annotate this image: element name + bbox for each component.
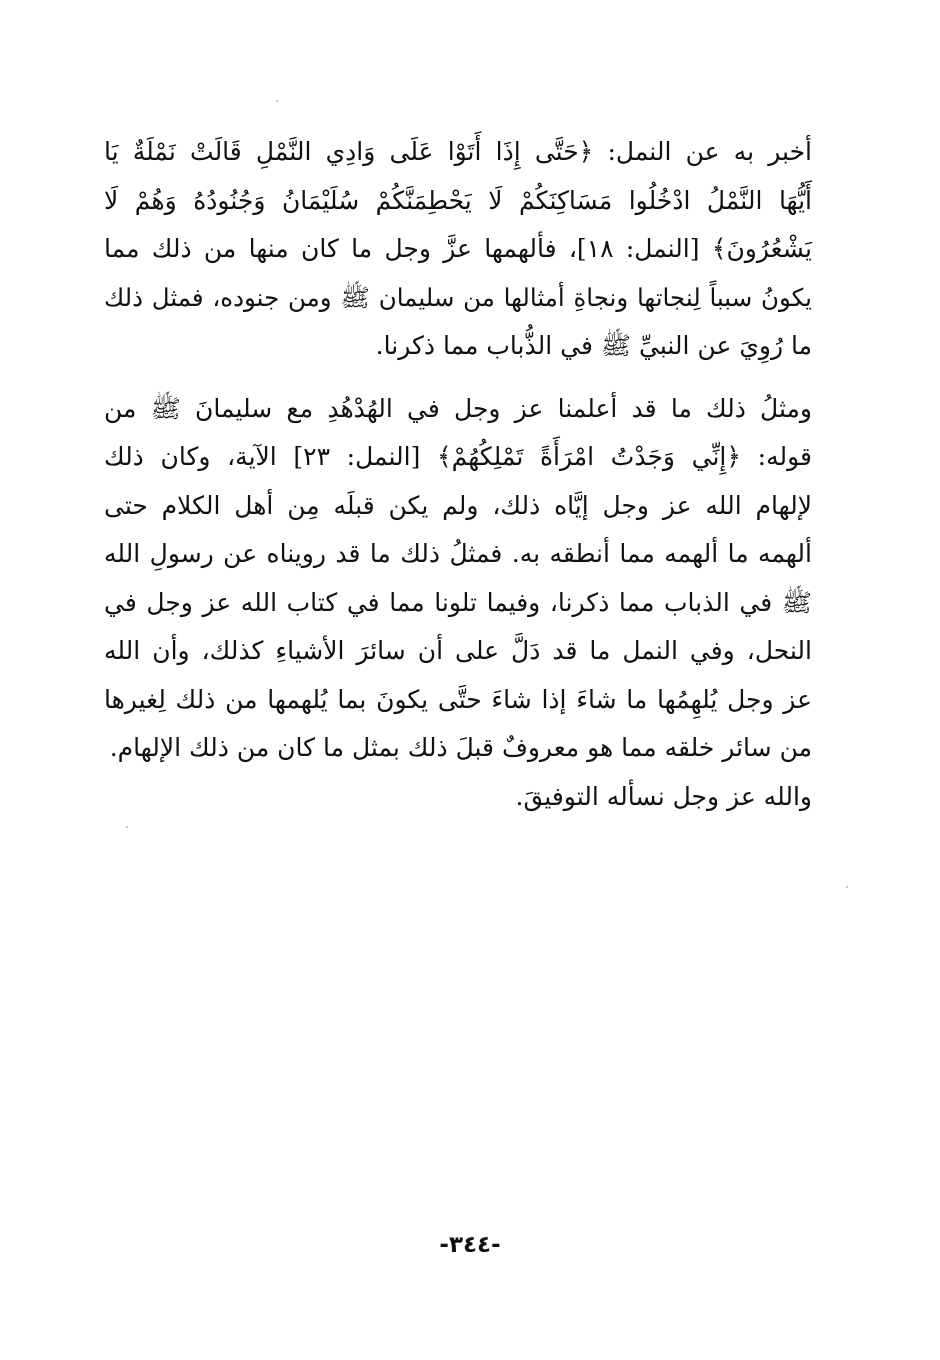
- scan-speck: [846, 886, 848, 888]
- text-line: ومثلُ ذلك ما قد أعلمنا عز وجل في الهُدْهُدِ مع سليمانَ ﷺ من: [104, 393, 812, 423]
- body-text: [104, 128, 812, 821]
- text-line: والله عز وجل نسأله التوفيقَ.: [515, 781, 812, 811]
- paragraph-1: [104, 128, 812, 371]
- text-line: من سائر خلقه مما هو معروفٌ قبلَ ذلك بمثل ما كان من ذلك الإلهام.: [109, 733, 812, 762]
- scan-speck: [276, 100, 278, 102]
- text-line: النحل، وفي النمل ما قد دَلَّ على أن سائرَ الأشياءِ كذلك، وأن الله: [104, 636, 812, 665]
- text-line: أَيُّهَا النَّمْلُ ادْخُلُوا مَسَاكِنَكُمْ لَا يَحْطِمَنَّكُمْ سُلَيْمَانُ وَجُنُودُهُ وَهُمْ لَا: [104, 185, 812, 215]
- text-line: ما رُوِيَ عن النبيِّ ﷺ في الذُّباب مما ذكرنا.: [375, 331, 812, 360]
- paragraph-2: [104, 385, 812, 822]
- scan-speck: [126, 826, 128, 828]
- page-number: -٣٤٤-: [439, 1232, 501, 1258]
- text-line: عز وجل يُلهِمُها ما شاءَ إذا شاءَ حتَّى يكونَ بما يُلهمها من ذلك لِغيرها: [104, 684, 812, 714]
- text-line: ألهمه ما ألهمه مما أنطقه به. فمثلُ ذلك ما قد رويناه عن رسولِ الله: [104, 539, 812, 568]
- text-line: يكونُ سبباً لِنجاتها ونجاةِ أمثالها من سليمان ﷺ ومن جنوده، فمثل ذلك: [104, 282, 812, 312]
- text-line: أخبر به عن النمل: ﴿حَتَّى إِذَا أَتَوْا عَلَى وَادِي النَّمْلِ قَالَتْ نَمْلَةٌ يَا: [104, 137, 812, 166]
- paragraph-gap: [104, 371, 812, 385]
- text-line: يَشْعُرُونَ﴾ [النمل: ١٨]، فألهمها عزَّ وجل ما كان منها من ذلك مما: [104, 234, 812, 263]
- text-line: ﷺ في الذباب مما ذكرنا، وفيما تلونا مما في كتاب الله عز وجل في: [104, 587, 812, 617]
- text-line: قوله: ﴿إِنِّي وَجَدْتُ امْرَأَةً تَمْلِكُهُمْ﴾ [النمل: ٢٣] الآية، وكان ذلك: [104, 442, 812, 471]
- text-line: لإلهام الله عز وجل إيَّاه ذلك، ولم يكن قبلَه مِن أهل الكلام حتى: [104, 490, 812, 520]
